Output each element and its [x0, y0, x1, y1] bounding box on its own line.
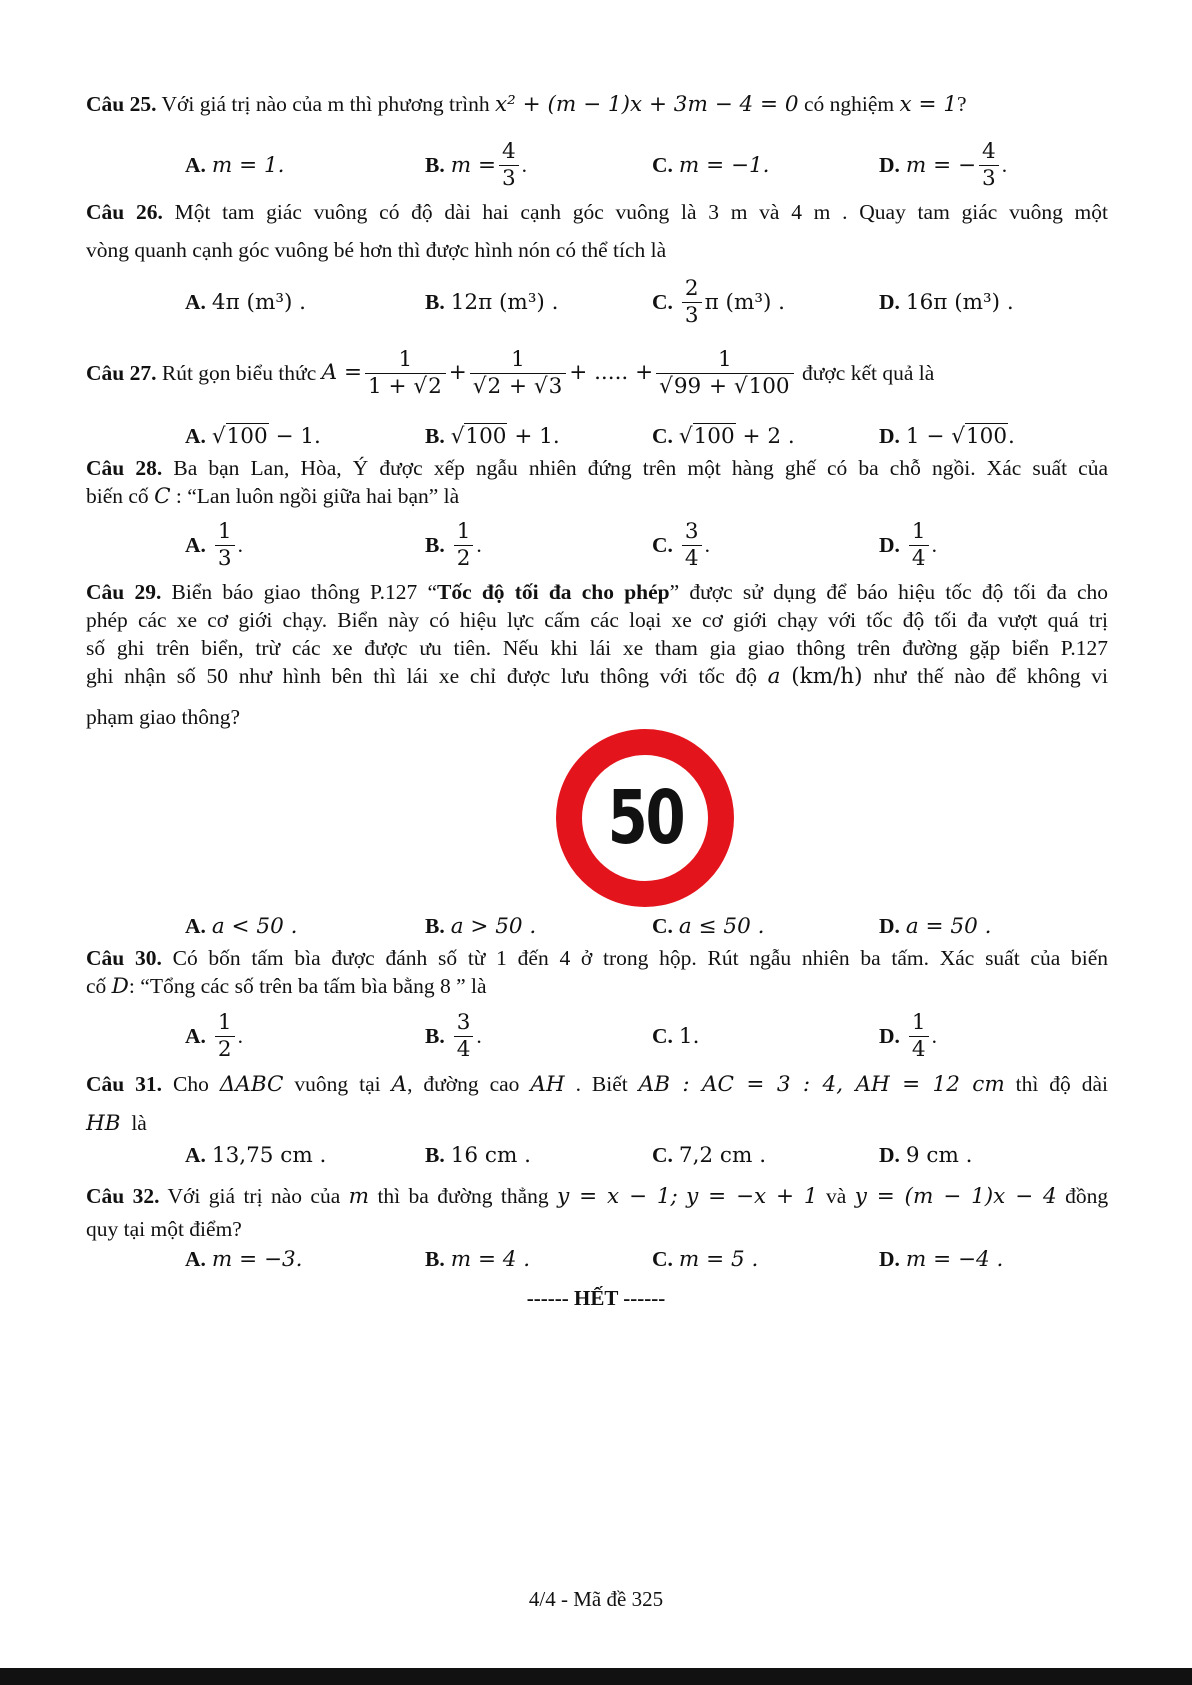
question-text: thì độ dài: [1015, 1072, 1108, 1096]
option-label: B.: [425, 1246, 445, 1271]
page-footer: 4/4 - Mã đề 325: [528, 1587, 664, 1611]
options-25: [0, 135, 1192, 195]
question-text: : “Lan luôn ngồi giữa hai bạn” là: [175, 484, 460, 508]
option-c: [652, 135, 770, 195]
end-marker: ------ HẾT ------: [526, 1286, 666, 1310]
option-label: C.: [652, 1142, 673, 1167]
option-value: m = −1.: [678, 152, 770, 178]
denominator: 4: [909, 545, 929, 572]
segment: AH: [530, 1072, 565, 1097]
option-a: [185, 911, 297, 941]
sign-name: Tốc độ tối đa cho phép: [436, 580, 670, 604]
option-label: C.: [652, 152, 673, 177]
denominator: [365, 373, 446, 400]
numerator: 1: [456, 518, 471, 544]
denominator: 2: [215, 1036, 235, 1063]
option-b: [425, 272, 559, 332]
option-d: [879, 1244, 1003, 1274]
question-31: [86, 1070, 1108, 1138]
option-label: A.: [185, 423, 206, 448]
option-value: a < 50 .: [211, 913, 298, 939]
question-line: [86, 1109, 1108, 1138]
option-label: A.: [185, 1142, 206, 1167]
option-d: [879, 135, 1007, 195]
option-label: B.: [425, 1023, 445, 1048]
denominator: 4: [682, 545, 702, 572]
sqrt: √2: [472, 373, 502, 399]
question-line: [86, 972, 1108, 1001]
question-text: Một tam giác vuông có độ dài hai cạnh góc vuông là 3 m và 4 m . Quay tam giác vuông một: [174, 200, 1108, 224]
question-26: [86, 198, 1108, 264]
option-value: m = −3.: [211, 1246, 303, 1272]
option-c: [652, 272, 785, 332]
option-a: [185, 515, 243, 575]
option-value: a ≤ 50 .: [678, 913, 765, 939]
option-suffix: − 1.: [275, 423, 321, 449]
options-30: [0, 1006, 1192, 1066]
question-line: [86, 578, 1108, 606]
question-line: [86, 454, 1108, 482]
option-value: a = 50 .: [905, 913, 992, 939]
numerator: 1: [217, 1009, 232, 1035]
option-label: A.: [185, 289, 206, 314]
option-label: C.: [652, 289, 673, 314]
sqrt: √2: [413, 373, 442, 399]
question-number: Câu 27.: [86, 361, 157, 385]
option-label: B.: [425, 152, 445, 177]
option-b: [425, 911, 536, 941]
option-value: 12π (m³) .: [450, 289, 559, 315]
option-label: D.: [879, 152, 900, 177]
options-27: [0, 420, 1192, 452]
fraction: [909, 1010, 929, 1063]
option-suffix: + 2 .: [742, 423, 795, 449]
option-label: C.: [652, 913, 673, 938]
option-value: m = −: [905, 152, 976, 178]
option-suffix: .: [704, 532, 710, 557]
denominator: 4: [909, 1036, 929, 1063]
option-value: m =: [450, 152, 496, 178]
option-label: A.: [185, 913, 206, 938]
option-d: [879, 515, 937, 575]
option-suffix: .: [931, 1023, 937, 1048]
option-value: 16 cm .: [450, 1142, 532, 1168]
option-label: B.: [425, 1142, 445, 1167]
option-suffix: .: [521, 152, 528, 177]
radicand: 2: [428, 373, 442, 399]
question-32: [86, 1182, 1108, 1243]
radicand: 100: [748, 373, 790, 399]
numerator: 1: [911, 1009, 926, 1035]
option-label: C.: [652, 423, 673, 448]
question-number: Câu 25.: [86, 92, 157, 116]
question-line: [86, 482, 1108, 511]
option-c: [652, 515, 710, 575]
sqrt: √100: [211, 423, 268, 449]
fraction: [215, 519, 235, 572]
question-line: [86, 944, 1108, 972]
denominator: 2: [454, 545, 474, 572]
question-line: [86, 662, 1108, 691]
numerator: 1: [718, 346, 732, 372]
fraction: [682, 519, 702, 572]
question-27: Câu 27. Rút gọn biểu thức A = $\frac{1}{1 + √2}$ + $\frac{1}{√2 + √3}$ + ..... + $\frac{1}{√99 + √100}$ được kết quả là: [86, 346, 935, 399]
option-suffix: .: [237, 532, 243, 557]
option-value: a > 50 .: [450, 913, 537, 939]
option-b: [425, 1006, 482, 1066]
option-label: A.: [185, 1246, 206, 1271]
option-value: 9 cm .: [905, 1142, 973, 1168]
option-label: D.: [879, 532, 900, 557]
event-var: C: [154, 484, 171, 509]
question-text: Với giá trị nào của: [167, 1184, 341, 1208]
question-text: Với giá trị nào của m thì phương trình: [161, 92, 490, 116]
option-value: m = 4 .: [450, 1246, 531, 1272]
question-number: Câu 30.: [86, 946, 162, 970]
question-text: cố: [86, 974, 107, 998]
option-a: [185, 272, 306, 332]
fraction-3: [656, 347, 794, 400]
root: x = 1: [899, 92, 958, 117]
numerator: 1: [911, 518, 926, 544]
denominator: √2 + √3: [470, 373, 566, 400]
question-text: . Biết: [575, 1072, 628, 1096]
option-label: B.: [425, 913, 445, 938]
numerator: 4: [501, 138, 516, 164]
param: m: [348, 1184, 370, 1209]
question-line: số ghi trên biển, trừ các xe được ưu tiên. Nếu khi lái xe tham gia giao thông trên đường gặp biển P.127: [86, 636, 1108, 660]
option-value: 1.: [678, 1023, 700, 1049]
option-value: m = 5 .: [678, 1246, 759, 1272]
line-1: y = x − 1;: [557, 1184, 678, 1209]
question-text: thì ba đường thẳng: [377, 1184, 549, 1208]
sign-face: [582, 755, 708, 881]
fraction: [215, 1010, 235, 1063]
option-label: D.: [879, 1246, 900, 1271]
question-line: phạm giao thông?: [86, 705, 241, 729]
radicand: 100: [226, 423, 268, 449]
question-text: Ba bạn Lan, Hòa, Ý được xếp ngẫu nhiên đứng trên một hàng ghế có ba chỗ ngồi. Xác suất của: [173, 456, 1108, 480]
bottom-border: [0, 1668, 1192, 1685]
sign-number: 50: [607, 775, 683, 861]
sqrt: √100: [733, 373, 790, 399]
radicand: 100: [965, 423, 1008, 449]
question-text: là: [131, 1111, 147, 1135]
sqrt: √100: [450, 423, 507, 449]
question-text: : “Tổng các số trên ba tấm bìa bằng 8 ” là: [128, 974, 487, 998]
option-label: A.: [185, 1023, 206, 1048]
numerator: 2: [684, 275, 699, 301]
denominator: 3: [682, 302, 702, 329]
option-label: B.: [425, 289, 445, 314]
option-value: 4π (m³) .: [211, 289, 307, 315]
sqrt: √100: [951, 423, 1008, 449]
option-b: [425, 1140, 531, 1170]
option-d: [879, 420, 1015, 452]
options-29: [0, 911, 1192, 941]
option-suffix: .: [1008, 423, 1015, 449]
fraction: [979, 139, 999, 192]
numerator: 3: [456, 1009, 471, 1035]
vertex: A: [391, 1072, 408, 1097]
option-label: B.: [425, 423, 445, 448]
options-26: [0, 272, 1192, 332]
denominator: 3: [979, 165, 999, 192]
question-number: Câu 28.: [86, 456, 163, 480]
fraction-1: [365, 347, 446, 400]
option-c: [652, 1140, 766, 1170]
option-suffix: .: [1001, 152, 1008, 177]
question-text: ghi nhận số 50 như hình bên thì lái xe chỉ được lưu thông với tốc độ: [86, 664, 757, 688]
question-text: , đường cao: [407, 1072, 520, 1096]
option-value: 7,2 cm .: [678, 1142, 767, 1168]
question-text: Biển báo giao thông P.127 “: [171, 580, 437, 604]
sqrt: √3: [533, 373, 563, 399]
numerator: 4: [982, 138, 996, 164]
option-suffix: .: [931, 532, 937, 557]
denominator: √99 + √100: [656, 373, 794, 400]
option-a: [185, 420, 321, 452]
sqrt: √99: [659, 373, 702, 399]
question-text: đồng: [1065, 1184, 1109, 1208]
question-number: Câu 26.: [86, 200, 163, 224]
sign-ring: [556, 729, 734, 907]
radicand: 3: [548, 373, 563, 399]
fraction: [454, 519, 474, 572]
option-value: 13,75 cm .: [211, 1142, 327, 1168]
option-suffix: π (m³) .: [704, 289, 786, 315]
numerator: 1: [217, 518, 232, 544]
question-text: Rút gọn biểu thức: [161, 361, 317, 385]
option-a: [185, 1006, 243, 1066]
question-text: như thế nào để không vi: [873, 664, 1109, 688]
question-text: vuông tại: [294, 1072, 381, 1096]
denominator: 3: [215, 545, 235, 572]
option-label: A.: [185, 532, 206, 557]
unit: (km/h): [791, 664, 863, 689]
question-number: Câu 31.: [86, 1072, 163, 1096]
options-32: [0, 1244, 1192, 1274]
question-25: [86, 90, 1108, 119]
question-text: và: [825, 1184, 847, 1208]
option-label: D.: [879, 1142, 900, 1167]
options-31: [0, 1140, 1192, 1170]
option-d: [879, 911, 991, 941]
fraction: [454, 1010, 474, 1063]
option-suffix: .: [237, 1023, 243, 1048]
line-2: y = −x + 1: [686, 1184, 818, 1209]
option-d: [879, 1006, 937, 1066]
question-number: Câu 32.: [86, 1184, 160, 1208]
option-c: [652, 1244, 758, 1274]
option-suffix: .: [476, 1023, 482, 1048]
question-text: biến cố: [86, 484, 149, 508]
radicand: 2: [487, 373, 502, 399]
option-prefix: 1 −: [905, 423, 945, 449]
option-label: D.: [879, 289, 900, 314]
fraction: [909, 519, 929, 572]
option-label: C.: [652, 532, 673, 557]
question-30: [86, 944, 1108, 1001]
question-29: [86, 578, 1108, 731]
condition: AB : AC = 3 : 4, AH = 12 cm: [638, 1072, 1005, 1097]
question-line: vòng quanh cạnh góc vuông bé hơn thì được hình nón có thể tích là: [86, 238, 667, 262]
option-suffix: .: [476, 532, 482, 557]
question-line: [86, 1070, 1108, 1099]
question-line: [86, 198, 1108, 226]
option-value: 16π (m³) .: [905, 289, 1014, 315]
option-d: [879, 1140, 973, 1170]
event-var: D: [111, 974, 129, 999]
radicand: 99: [673, 373, 702, 399]
speed-var: a: [767, 664, 781, 689]
sqrt: √100: [678, 423, 735, 449]
radicand: 100: [693, 423, 735, 449]
expression-lhs: A =: [321, 360, 362, 385]
options-28: [0, 515, 1192, 575]
question-text: được kết quả là: [802, 361, 935, 385]
numerator: 1: [511, 346, 525, 372]
denominator: 3: [499, 165, 519, 192]
question-line: phép các xe cơ giới chạy. Biển này có hiệu lực cấm các loại xe cơ giới chạy với tốc độ tối đa vượt quá trị: [86, 608, 1108, 632]
option-a: [185, 135, 285, 195]
option-b: [425, 515, 482, 575]
option-c: [652, 420, 795, 452]
option-label: B.: [425, 532, 445, 557]
option-c: [652, 911, 764, 941]
question-text: ” được sử dụng để báo hiệu tốc độ tối đa cho: [669, 580, 1108, 604]
numerator: 1: [398, 346, 413, 372]
denominator: 4: [454, 1036, 474, 1063]
option-label: A.: [185, 152, 206, 177]
line-3: y = (m − 1)x − 4: [854, 1184, 1057, 1209]
option-label: D.: [879, 1023, 900, 1048]
option-b: [425, 135, 527, 195]
radicand: 100: [465, 423, 507, 449]
option-b: [425, 1244, 530, 1274]
option-b: [425, 420, 560, 452]
option-label: D.: [879, 913, 900, 938]
question-text: có nghiệm: [803, 92, 895, 116]
speed-limit-sign: [556, 729, 734, 907]
term: 1 +: [368, 373, 407, 399]
triangle: ΔABC: [219, 1072, 284, 1097]
question-number: Câu 29.: [86, 580, 162, 604]
question-line: [86, 1182, 1108, 1211]
question-mark: ?: [957, 92, 967, 116]
fraction: [682, 276, 702, 329]
question-28: [86, 454, 1108, 511]
option-value: m = 1.: [211, 152, 285, 178]
question-text: Có bốn tấm bìa được đánh số từ 1 đến 4 ở trong hộp. Rút ngẫu nhiên ba tấm. Xác suất của biến: [172, 946, 1109, 970]
fraction-2: [470, 347, 566, 400]
numerator: 3: [684, 518, 699, 544]
fraction: [499, 139, 519, 192]
segment: HB: [86, 1111, 121, 1136]
question-text: Cho: [172, 1072, 209, 1096]
option-a: [185, 1244, 303, 1274]
option-label: C.: [652, 1023, 673, 1048]
option-a: [185, 1140, 326, 1170]
question-line: quy tại một điểm?: [86, 1217, 242, 1241]
option-c: [652, 1006, 699, 1066]
option-suffix: + 1.: [514, 423, 560, 449]
option-value: m = −4 .: [905, 1246, 1004, 1272]
ellipsis: + ..... +: [569, 360, 654, 385]
option-label: C.: [652, 1246, 673, 1271]
option-label: D.: [879, 423, 900, 448]
option-d: [879, 272, 1014, 332]
equation: x² + (m − 1)x + 3m − 4 = 0: [495, 92, 799, 117]
